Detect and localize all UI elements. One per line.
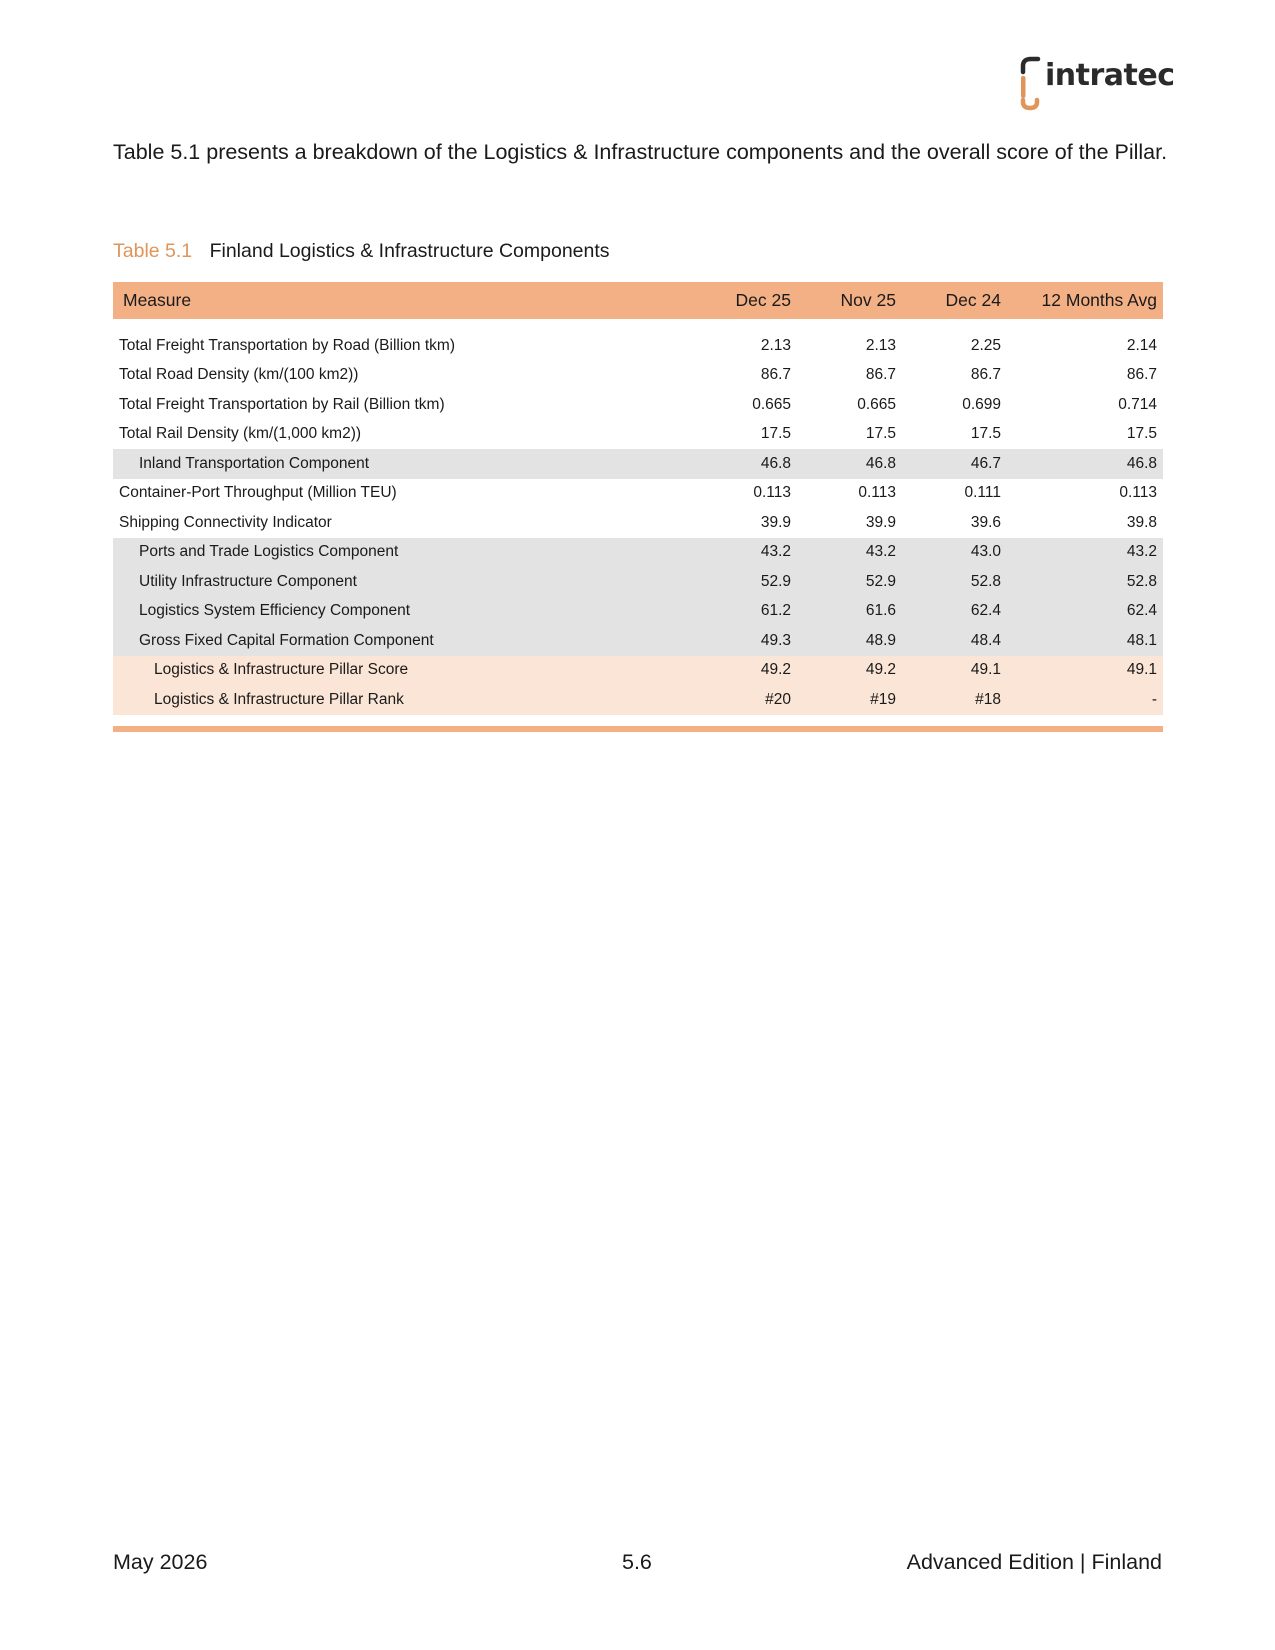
cell-dec-25: 43.2 bbox=[685, 538, 797, 568]
cell-measure: Utility Infrastructure Component bbox=[113, 567, 685, 597]
cell-nov-25: 52.9 bbox=[797, 567, 902, 597]
cell-measure: Logistics & Infrastructure Pillar Score bbox=[113, 656, 685, 686]
cell-dec-25: 86.7 bbox=[760, 366, 791, 384]
cell-dec-25: 39.9 bbox=[760, 513, 791, 531]
cell-dec-25: 2.13 bbox=[760, 336, 791, 354]
column-header-12-months-avg: 12 Months Avg bbox=[1041, 290, 1157, 310]
cell-12-months-avg: 52.8 bbox=[1007, 567, 1163, 597]
cell-dec-24: 48.4 bbox=[902, 626, 1007, 656]
cell-12-months-avg: 62.4 bbox=[1007, 597, 1163, 627]
cell-measure: Logistics & Infrastructure Pillar Rank bbox=[113, 685, 685, 715]
table-header-row bbox=[113, 282, 1163, 319]
cell-measure: Total Road Density (km/(100 km2)) bbox=[119, 366, 359, 384]
cell-dec-25: 52.9 bbox=[685, 567, 797, 597]
table-bottom-rule bbox=[113, 726, 1163, 732]
logo-wordmark: intratec bbox=[1045, 58, 1175, 93]
column-header-nov-25: Nov 25 bbox=[840, 290, 896, 310]
cell-dec-25: 17.5 bbox=[760, 425, 791, 443]
cell-nov-25: 48.9 bbox=[797, 626, 902, 656]
cell-nov-25: 17.5 bbox=[865, 425, 896, 443]
cell-12-months-avg: 48.1 bbox=[1007, 626, 1163, 656]
cell-dec-24: 62.4 bbox=[902, 597, 1007, 627]
table-caption-number: Table 5.1 bbox=[113, 240, 193, 262]
components-table bbox=[113, 282, 1163, 715]
cell-nov-25: 0.113 bbox=[858, 484, 896, 502]
footer-page-number: 5.6 bbox=[622, 1550, 652, 1574]
cell-dec-24: 17.5 bbox=[970, 425, 1001, 443]
cell-dec-24: 46.7 bbox=[902, 449, 1007, 479]
cell-12-months-avg: 46.8 bbox=[1007, 449, 1163, 479]
cell-dec-25: #20 bbox=[685, 685, 797, 715]
cell-measure: Inland Transportation Component bbox=[113, 449, 685, 479]
table-row bbox=[113, 420, 1163, 450]
cell-nov-25: 86.7 bbox=[865, 366, 896, 384]
cell-dec-25: 46.8 bbox=[685, 449, 797, 479]
cell-dec-24: 39.6 bbox=[970, 513, 1001, 531]
cell-dec-25: 0.113 bbox=[753, 484, 791, 502]
footer-date: May 2026 bbox=[113, 1550, 208, 1574]
logo-mark-icon bbox=[1020, 56, 1048, 112]
cell-dec-25: 61.2 bbox=[685, 597, 797, 627]
table-row bbox=[113, 390, 1163, 420]
cell-measure: Ports and Trade Logistics Component bbox=[113, 538, 685, 568]
cell-12-months-avg: 39.8 bbox=[1126, 513, 1157, 531]
cell-nov-25: 0.665 bbox=[857, 395, 896, 413]
column-header-dec-24: Dec 24 bbox=[945, 290, 1001, 310]
cell-measure: Shipping Connectivity Indicator bbox=[119, 513, 332, 531]
cell-nov-25: #19 bbox=[797, 685, 902, 715]
cell-nov-25: 49.2 bbox=[797, 656, 902, 686]
cell-dec-24: 0.111 bbox=[964, 484, 1001, 502]
table-row bbox=[113, 567, 1163, 597]
cell-dec-24: 2.25 bbox=[970, 336, 1001, 354]
cell-measure: Total Freight Transportation by Rail (Billion tkm) bbox=[119, 395, 445, 413]
cell-dec-24: 49.1 bbox=[902, 656, 1007, 686]
table-row bbox=[113, 685, 1163, 715]
cell-12-months-avg: 86.7 bbox=[1126, 366, 1157, 384]
table-spacer-cell bbox=[113, 319, 1163, 331]
table-row bbox=[113, 331, 1163, 361]
cell-dec-24: 86.7 bbox=[970, 366, 1001, 384]
table-row bbox=[113, 597, 1163, 627]
cell-dec-25: 49.2 bbox=[685, 656, 797, 686]
cell-nov-25: 43.2 bbox=[797, 538, 902, 568]
table-spacer-row bbox=[113, 319, 1163, 331]
cell-dec-24: 0.699 bbox=[962, 395, 1001, 413]
table-caption-title: Finland Logistics & Infrastructure Components bbox=[209, 240, 610, 262]
cell-dec-25: 0.665 bbox=[752, 395, 791, 413]
table-row bbox=[113, 656, 1163, 686]
cell-measure: Container-Port Throughput (Million TEU) bbox=[119, 484, 397, 502]
table-row bbox=[113, 449, 1163, 479]
cell-nov-25: 61.6 bbox=[797, 597, 902, 627]
cell-12-months-avg: 17.5 bbox=[1126, 425, 1157, 443]
column-header-dec-25: Dec 25 bbox=[735, 290, 791, 310]
footer-edition: Advanced Edition | Finland bbox=[906, 1550, 1162, 1574]
table-row bbox=[113, 508, 1163, 538]
column-header-measure: Measure bbox=[123, 290, 192, 310]
cell-nov-25: 2.13 bbox=[865, 336, 896, 354]
cell-dec-24: 52.8 bbox=[902, 567, 1007, 597]
cell-dec-24: 43.0 bbox=[902, 538, 1007, 568]
table-body bbox=[113, 319, 1163, 715]
cell-measure: Gross Fixed Capital Formation Component bbox=[113, 626, 685, 656]
cell-nov-25: 39.9 bbox=[865, 513, 896, 531]
cell-measure: Total Freight Transportation by Road (Billion tkm) bbox=[119, 336, 455, 354]
intratec-logo bbox=[1020, 56, 1175, 112]
cell-measure: Logistics System Efficiency Component bbox=[113, 597, 685, 627]
cell-12-months-avg: 0.714 bbox=[1118, 395, 1157, 413]
table-caption bbox=[113, 240, 610, 263]
cell-12-months-avg: 49.1 bbox=[1007, 656, 1163, 686]
components-table-wrapper bbox=[113, 282, 1163, 715]
cell-dec-24: #18 bbox=[902, 685, 1007, 715]
table-row bbox=[113, 538, 1163, 568]
cell-12-months-avg: 0.113 bbox=[1119, 484, 1157, 502]
table-row bbox=[113, 479, 1163, 509]
cell-12-months-avg: 43.2 bbox=[1007, 538, 1163, 568]
table-row bbox=[113, 361, 1163, 391]
cell-dec-25: 49.3 bbox=[685, 626, 797, 656]
cell-12-months-avg: 2.14 bbox=[1126, 336, 1157, 354]
cell-12-months-avg: - bbox=[1007, 685, 1163, 715]
intro-paragraph: Table 5.1 presents a breakdown of the Logistics & Infrastructure components and the overall score of the Pillar. bbox=[113, 140, 1168, 164]
table-row bbox=[113, 626, 1163, 656]
cell-nov-25: 46.8 bbox=[797, 449, 902, 479]
cell-measure: Total Rail Density (km/(1,000 km2)) bbox=[119, 425, 362, 443]
